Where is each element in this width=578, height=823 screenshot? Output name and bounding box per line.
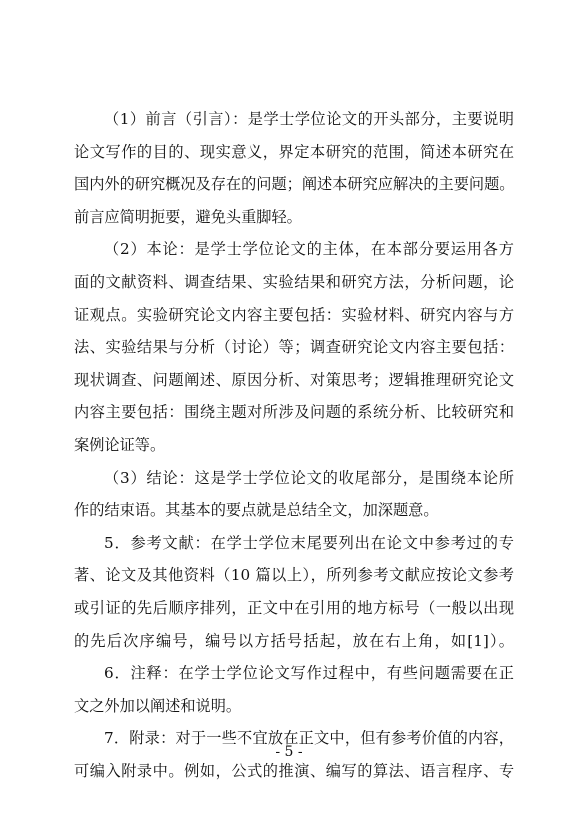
text-line: 5．参考文献：在学士学位末尾要列出在论文中参考过的专 bbox=[104, 533, 514, 552]
text-line: 国内外的研究概况及存在的问题；阐述本研究应解决的主要问题。 bbox=[74, 175, 514, 194]
text-line: 法、实验结果与分析（讨论）等；调查研究论文内容主要包括： bbox=[74, 338, 514, 357]
text-line: （1）前言（引言）：是学士学位论文的开头部分，主要说明 bbox=[104, 110, 514, 128]
text-line: 7．附录：对于一些不宜放在正文中，但有参考价值的内容， bbox=[104, 729, 514, 748]
text-line: 面的文献资料、调查结果、实验结果和研究方法，分析问题，论 bbox=[74, 272, 514, 291]
body-text bbox=[74, 103, 514, 787]
text-line: 6．注释：在学士学位论文写作过程中，有些问题需要在正 bbox=[104, 664, 514, 683]
text-line: 的先后次序编号，编号以方括号括起，放在右上角，如[1]）。 bbox=[74, 631, 514, 650]
text-line: 或引证的先后顺序排列，正文中在引用的地方标号（一般以出现 bbox=[74, 598, 514, 617]
text-line: 作的结束语。其基本的要点就是总结全文，加深题意。 bbox=[74, 501, 439, 520]
text-line: 可编入附录中。例如，公式的推演、编写的算法、语言程序、专 bbox=[74, 761, 514, 780]
text-line: 案例论证等。 bbox=[74, 435, 166, 454]
text-line: 著、论文及其他资料（10 篇以上），所列参考文献应按论文参考 bbox=[74, 566, 514, 585]
text-line: 前言应简明扼要，避免头重脚轻。 bbox=[74, 207, 302, 226]
text-line: 内容主要包括：围绕主题对所涉及问题的系统分析、比较研究和 bbox=[74, 403, 514, 422]
text-line: （2）本论：是学士学位论文的主体，在本部分要运用各方 bbox=[104, 240, 514, 259]
text-line: （3）结论：这是学士学位论文的收尾部分，是围绕本论所 bbox=[104, 468, 514, 487]
text-line: 文之外加以阐述和说明。 bbox=[74, 696, 242, 715]
text-line: 现状调查、问题阐述、原因分析、对策思考；逻辑推理研究论文 bbox=[74, 370, 514, 389]
page-number: - 5 - bbox=[275, 744, 303, 760]
text-line: 论文写作的目的、现实意义，界定本研究的范围，简述本研究在 bbox=[74, 142, 514, 161]
text-line: 证观点。实验研究论文内容主要包括：实验材料、研究内容与方 bbox=[74, 305, 514, 324]
